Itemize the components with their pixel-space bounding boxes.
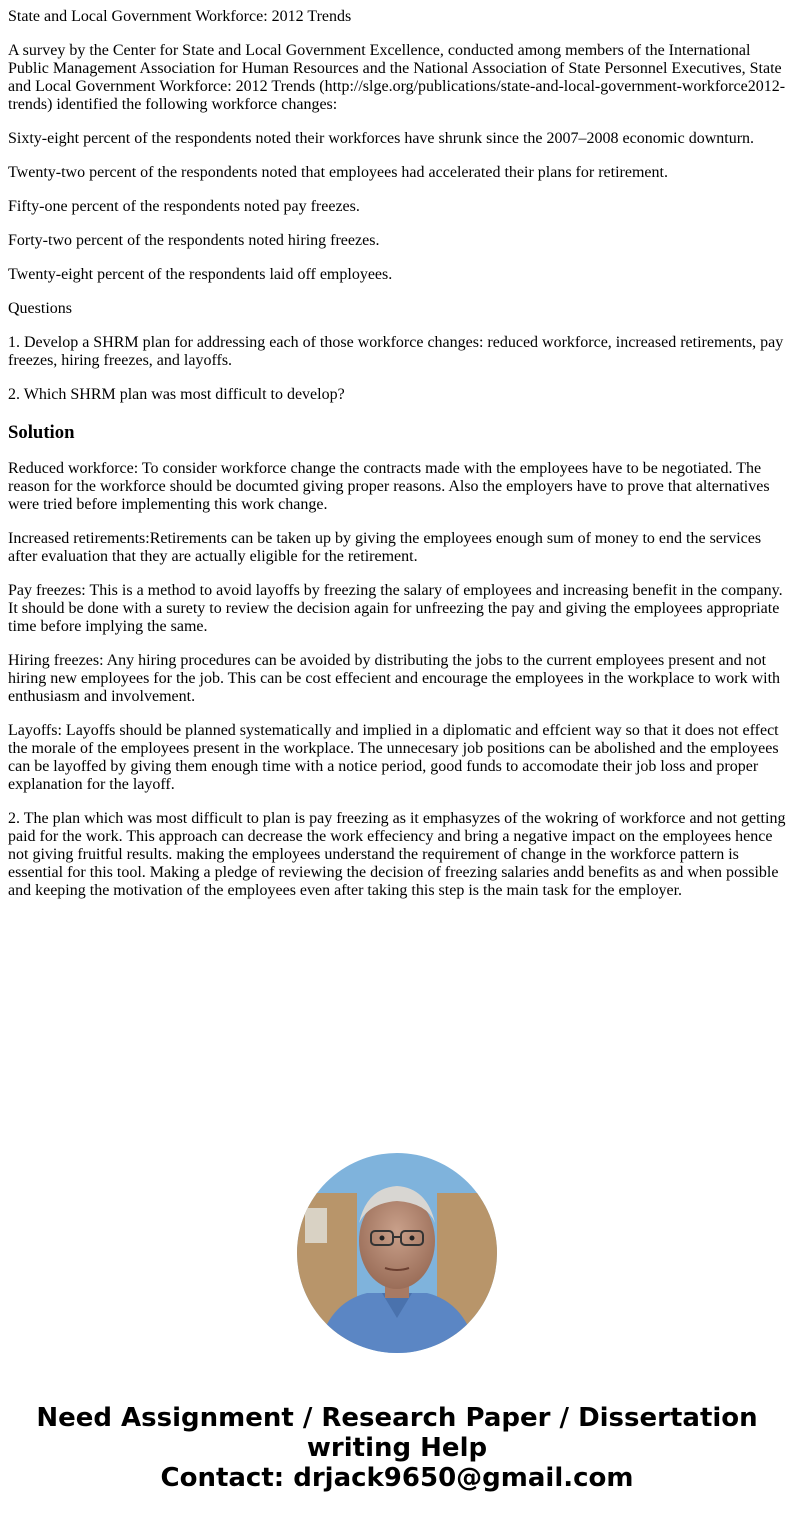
finding-item: Twenty-eight percent of the respondents laid off employees.: [8, 266, 393, 283]
solution-paragraph: Layoffs: Layoffs should be planned systematically and implied in a diplomatic and effcient way so that it does not effect the morale of the employees present in the workplace. The unnecesary job positions can be abolished and the employees can be layoffed by giving them enough time with a notice period, good funds to accomodate their job loss and proper explanation for the layoff.: [8, 722, 779, 793]
intro-paragraph: A survey by the Center for State and Local Government Excellence, conducted among members of the International Public Management Association for Human Resources and the National Association of State Personnel Executives, State and Local Government Workforce: 2012 Trends (http://slge.org/publications/state-and-local-government-workforce2012-trends) identified the following workforce changes:: [8, 42, 786, 113]
question-item: 2. Which SHRM plan was most difficult to develop?: [8, 386, 345, 403]
author-avatar: [297, 1153, 497, 1353]
solution-paragraph: Hiring freezes: Any hiring procedures can be avoided by distributing the jobs to the current employees present and not hiring new employees for the job. This can be cost effecient and encourage the employees in the workplace to work with enthusiasm and involvement.: [8, 652, 781, 705]
footer-line: writing Help: [306, 1433, 488, 1463]
solution-paragraph: 2. The plan which was most difficult to plan is pay freezing as it emphasyzes of the wokring of workforce and not getting paid for the work. This approach can decrease the work effeciency and bring a negative impact on the employees hence not giving fruitful results. making the employees understand the requirement of change in the workforce pattern is essential for this tool. Making a pledge of reviewing the decision of freezing salaries andd benefits as and when possible and keeping the motivation of the employees even after taking this step is the main task for the employer.: [8, 810, 786, 899]
contact-email: Contact: drjack9650@gmail.com: [160, 1463, 634, 1493]
finding-item: Fifty-one percent of the respondents noted pay freezes.: [8, 198, 360, 215]
author-photo-icon: [297, 1153, 497, 1353]
solution-heading: Solution: [8, 422, 75, 443]
solution-paragraph: Reduced workforce: To consider workforce change the contracts made with the employees have to be negotiated. The reason for the workforce should be documted giving proper reasons. Also the employers have to prove that alternatives were tried before implementing this work change.: [8, 460, 770, 513]
document-body: [8, 8, 786, 916]
questions-heading: Questions: [8, 300, 72, 317]
solution-paragraph: Pay freezes: This is a method to avoid layoffs by freezing the salary of employees and increasing benefit in the company. It should be done with a surety to review the decision again for unfreezing the pay and giving the employees appropriate time before implying the same.: [8, 582, 783, 635]
contact-footer: [0, 1403, 794, 1493]
finding-item: Sixty-eight percent of the respondents noted their workforces have shrunk since the 2007–2008 economic downturn.: [8, 130, 755, 147]
document-title: State and Local Government Workforce: 2012 Trends: [8, 8, 352, 25]
question-item: 1. Develop a SHRM plan for addressing each of those workforce changes: reduced workforce, increased retirements, pay freezes, hiring freezes, and layoffs.: [8, 334, 784, 369]
footer-line: Need Assignment / Research Paper / Dissertation: [36, 1403, 758, 1433]
finding-item: Twenty-two percent of the respondents noted that employees had accelerated their plans for retirement.: [8, 164, 668, 181]
solution-paragraph: Increased retirements:Retirements can be taken up by giving the employees enough sum of money to end the services after evaluation that they are actually eligible for the retirement.: [8, 530, 762, 565]
finding-item: Forty-two percent of the respondents noted hiring freezes.: [8, 232, 380, 249]
